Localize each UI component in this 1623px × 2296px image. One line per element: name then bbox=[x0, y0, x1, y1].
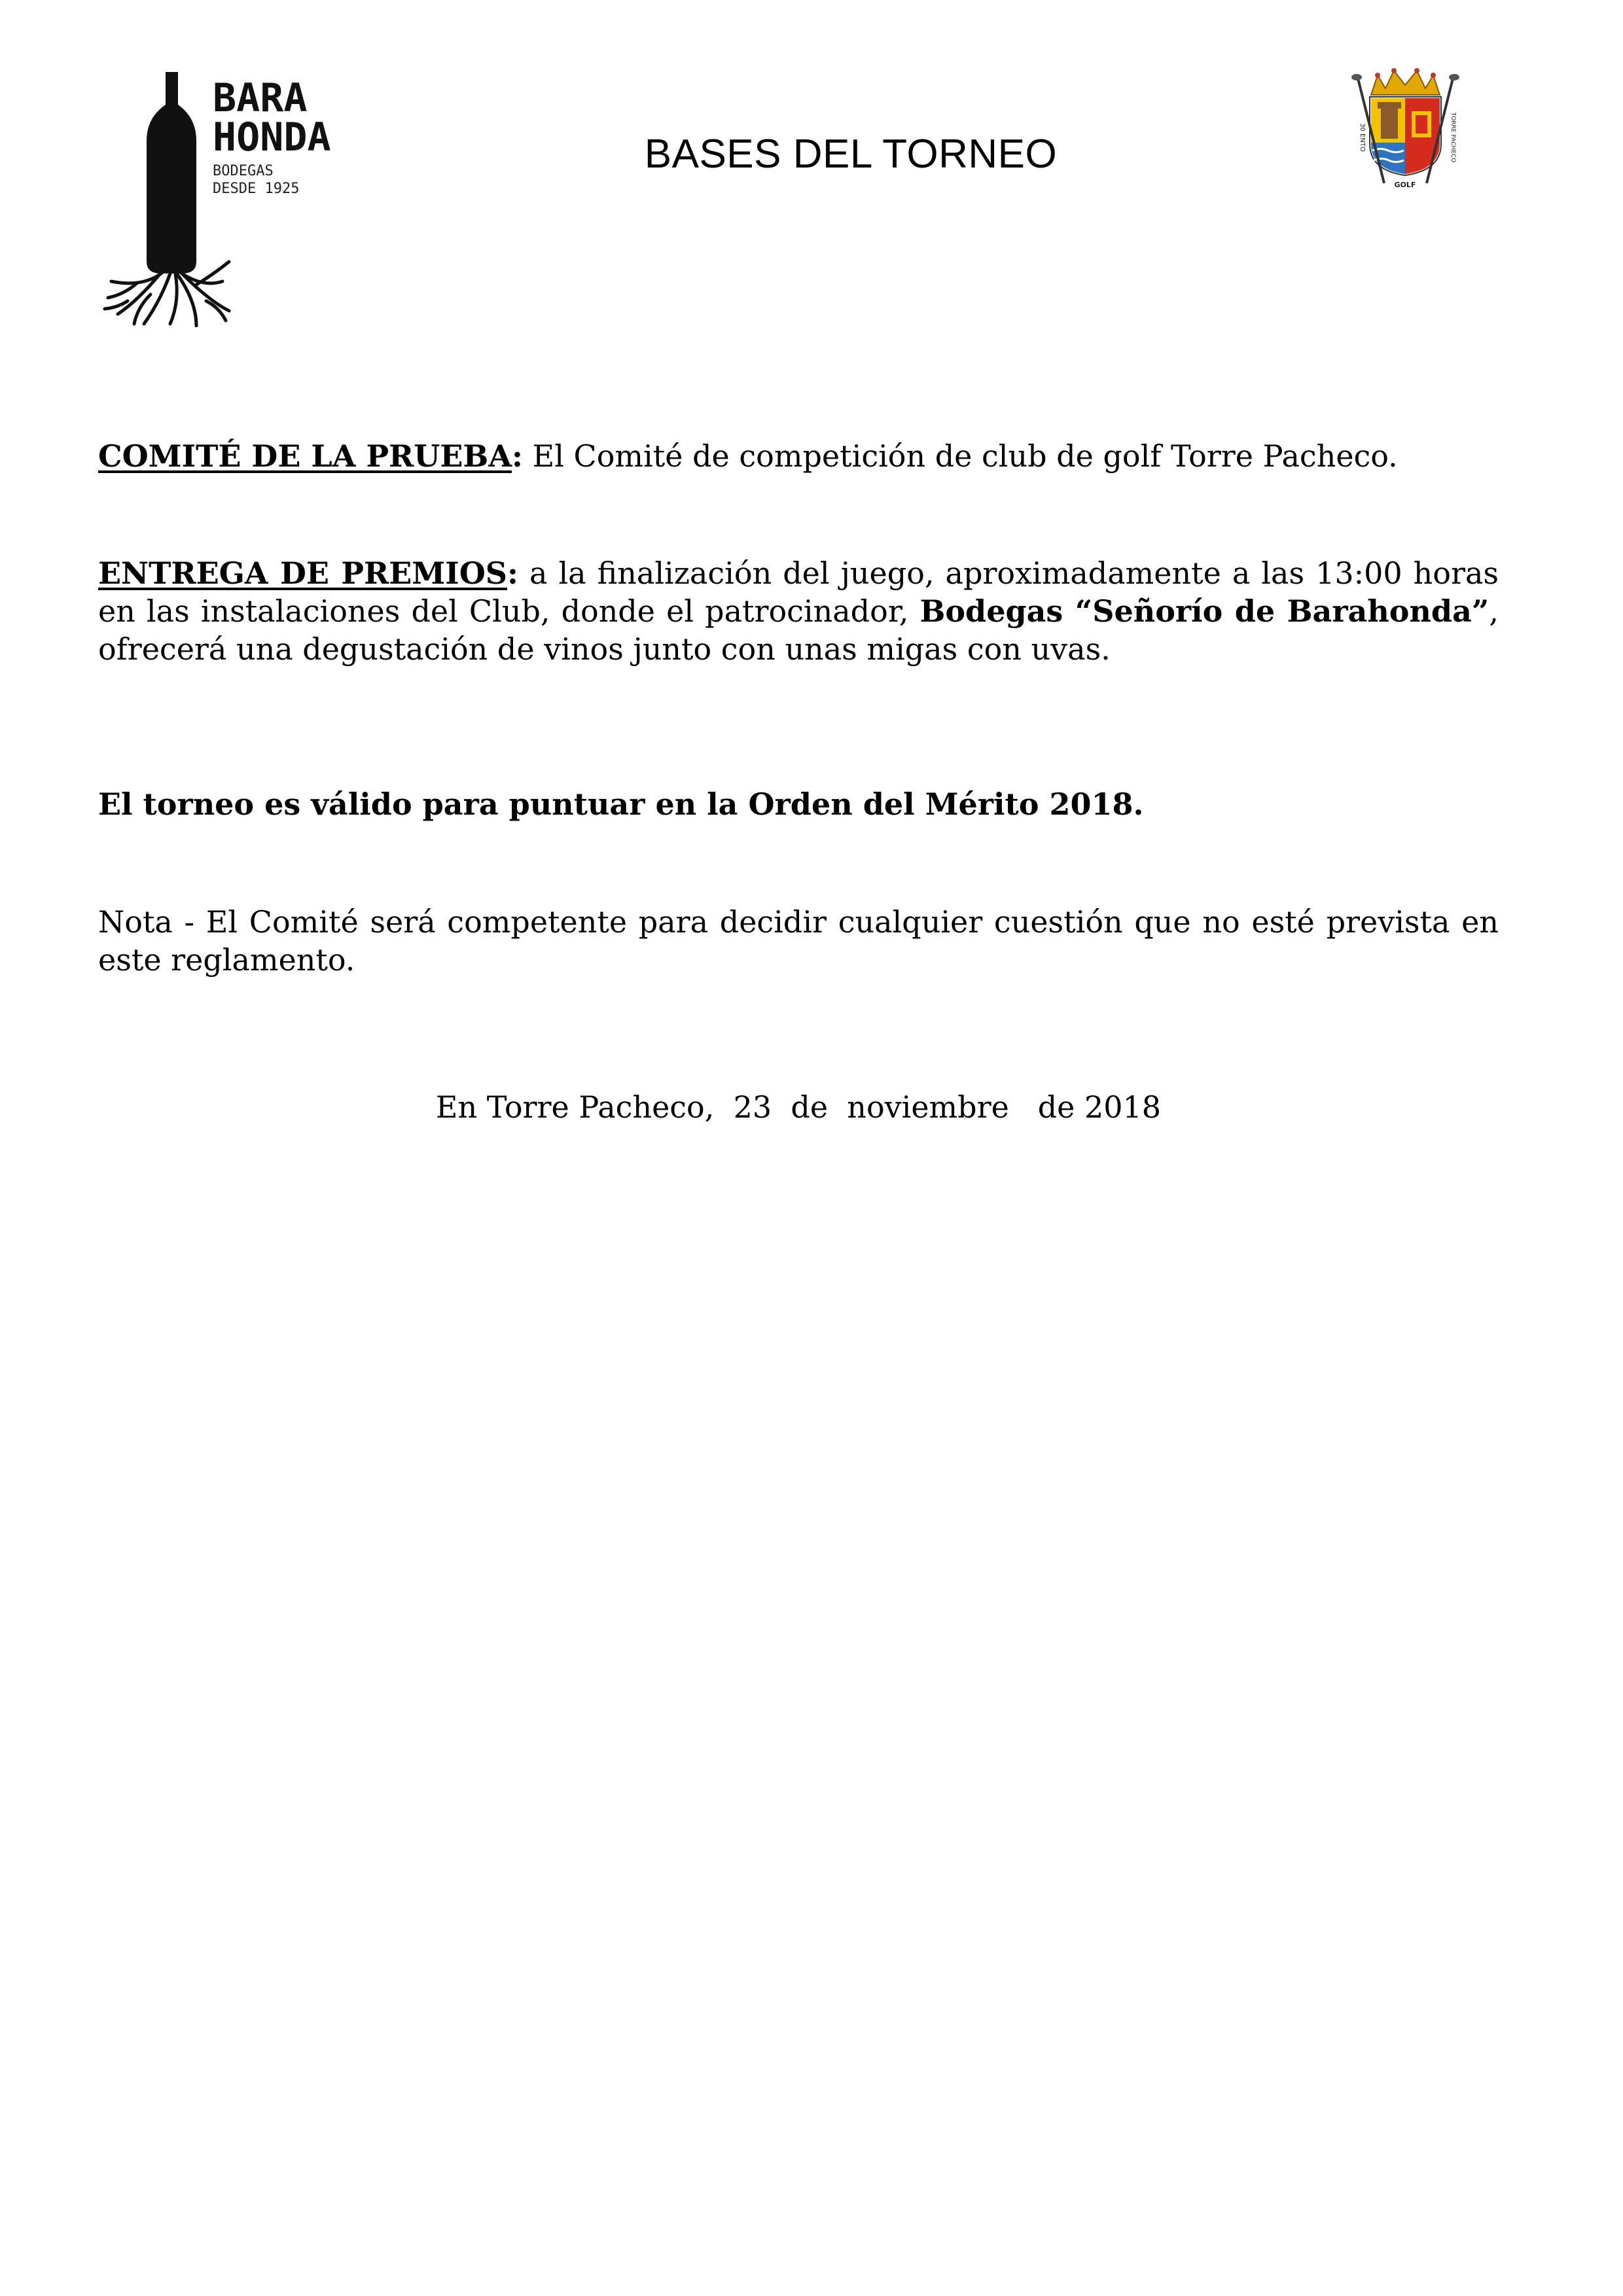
note-paragraph: Nota - El Comité será competente para decidir cualquier cuestión que no esté prevista en este reglamento. bbox=[98, 904, 1499, 978]
awards-label: ENTREGA DE PREMIOS: bbox=[98, 556, 518, 591]
committee-text: El Comité de competición de club de golf Torre Pacheco. bbox=[523, 438, 1398, 474]
validity-statement: El torneo es válido para puntuar en la Orden del Mérito 2018. bbox=[98, 786, 1144, 822]
crest-right-text: TORRE PACHECO bbox=[1450, 112, 1456, 163]
crest-bottom-text: GOLF bbox=[1394, 181, 1416, 189]
awards-text-1: a la finalización del juego, aproximadamente a las 13:00 horas en las instalaciones del Club, donde el patrocinador, bbox=[98, 556, 1499, 629]
committee-label: COMITÉ DE LA PRUEBA: bbox=[98, 438, 523, 474]
sponsor-name: Bodegas “Señorío de Barahonda” bbox=[919, 593, 1489, 629]
page-title: BASES DEL TORNEO bbox=[644, 132, 1058, 177]
awards-paragraph bbox=[98, 554, 1499, 668]
logo-text-bodegas: BODEGAS bbox=[213, 163, 274, 179]
logo-text-desde: DESDE 1925 bbox=[213, 181, 300, 197]
date-line: En Torre Pacheco, 23 de noviembre de 2018 bbox=[435, 1089, 1162, 1125]
logo-text-bara: BARA bbox=[213, 75, 308, 121]
committee-paragraph bbox=[98, 437, 1499, 475]
barahonda-logo bbox=[98, 65, 360, 327]
logo-text-honda: HONDA bbox=[213, 115, 331, 160]
torre-pacheco-golf-crest bbox=[1345, 65, 1466, 193]
awards-text-2: , ofrecerá una degustación de vinos junto con unas migas con uvas. bbox=[98, 593, 1499, 667]
crest-left-text: 30 ENTO bbox=[1359, 123, 1366, 152]
